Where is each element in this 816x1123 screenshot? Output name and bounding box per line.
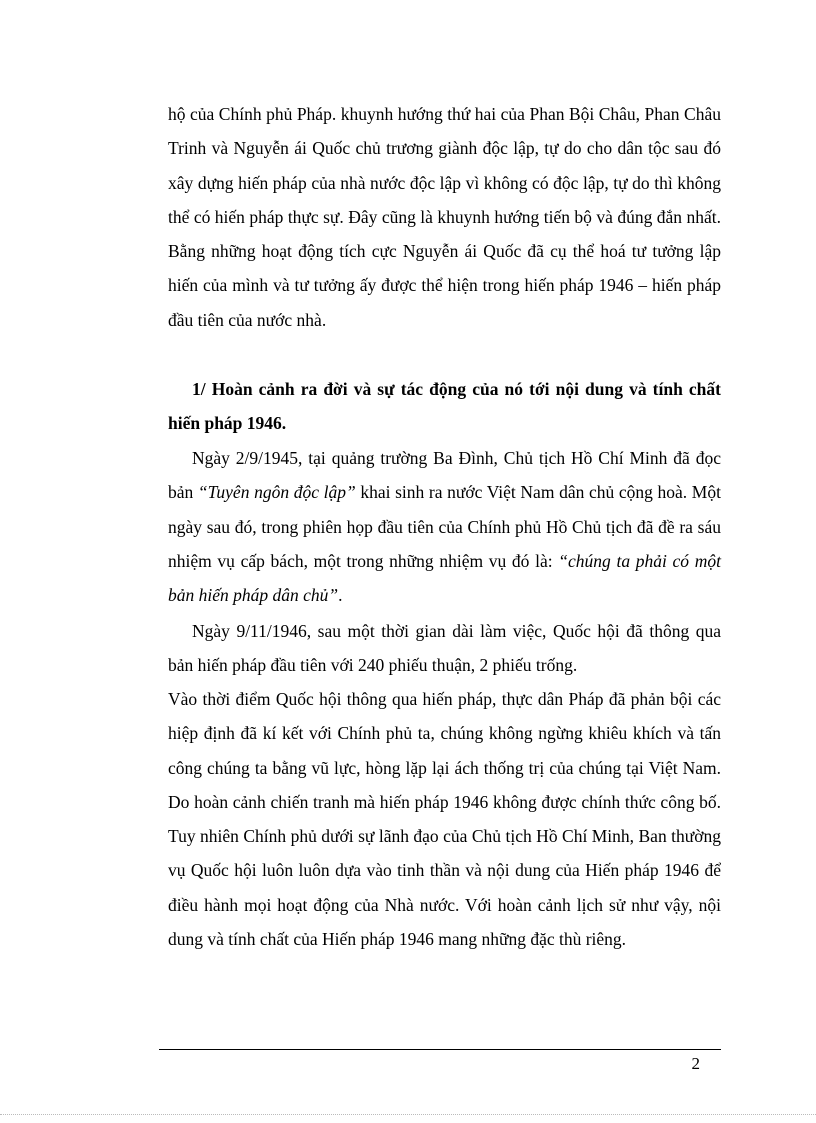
paragraph-2 bbox=[168, 441, 721, 612]
paragraph-2-text-1: Ngày 2/9/1945, tại quảng trường Ba Đình, Chủ tịch Hồ Chí Minh đã đọc bản bbox=[168, 448, 721, 503]
page-number: 2 bbox=[691, 1054, 700, 1073]
quote-tuyen-ngon: “Tuyên ngôn độc lập” bbox=[197, 482, 356, 503]
page-edge-divider bbox=[0, 1114, 816, 1115]
paragraph-2-text-2: khai sinh ra nước Việt Nam dân chủ cộng hoà. Một ngày sau đó, trong phiên họp đầu tiên của Chính phủ Hồ Chủ tịch đã đề ra sáu nhiệm vụ cấp bách, một trong những nhiệm vụ đó là: bbox=[168, 482, 721, 571]
quote-hien-phap: “chúng ta phải có một bản hiến pháp dân chủ” bbox=[168, 550, 721, 606]
paragraph-2-end: . bbox=[338, 585, 343, 606]
paragraph-3: Ngày 9/11/1946, sau một thời gian dài làm việc, Quốc hội đã thông qua bản hiến pháp đầu tiên với 240 phiếu thuận, 2 phiếu trống. bbox=[168, 621, 721, 676]
section-heading bbox=[168, 372, 721, 441]
footer-rule bbox=[159, 1049, 721, 1050]
section-heading-text: 1/ Hoàn cảnh ra đời và sự tác động của nó tới nội dung và tính chất hiến pháp 1946. bbox=[168, 379, 721, 434]
paragraph-4: Vào thời điểm Quốc hội thông qua hiến pháp, thực dân Pháp đã phản bội các hiệp định đã kí kết với Chính phủ ta, chúng không ngừng khiêu khích và tấn công chúng ta bằng vũ lực, hòng lặp lại ách thống trị của chúng tại Việt Nam. Do hoàn cảnh chiến tranh mà hiến pháp 1946 không được chính thức công bố. Tuy nhiên Chính phủ dưới sự lãnh đạo của Chủ tịch Hồ Chí Minh, Ban thường vụ Quốc hội luôn luôn dựa vào tinh thần và nội dung của Hiến pháp 1946 để điều hành mọi hoạt động của Nhà nước. Với hoàn cảnh lịch sử như vậy, nội dung và tính chất của Hiến pháp 1946 mang những đặc thù riêng. bbox=[168, 689, 721, 950]
paragraph-1: hộ của Chính phủ Pháp. khuynh hướng thứ hai của Phan Bội Châu, Phan Châu Trinh và Nguyễn ái Quốc chủ trương giành độc lập, tự do cho dân tộc sau đó xây dựng hiến pháp của nhà nước độc lập vì không có độc lập, tự do thì không thể có hiến pháp thực sự. Đây cũng là khuynh hướng tiến bộ và đúng đắn nhất. Bằng những hoạt động tích cực Nguyễn ái Quốc đã cụ thể hoá tư tưởng lập hiến của mình và tư tưởng ấy được thể hiện trong hiến pháp 1946 – hiến pháp đầu tiên của nước nhà. bbox=[168, 104, 721, 330]
